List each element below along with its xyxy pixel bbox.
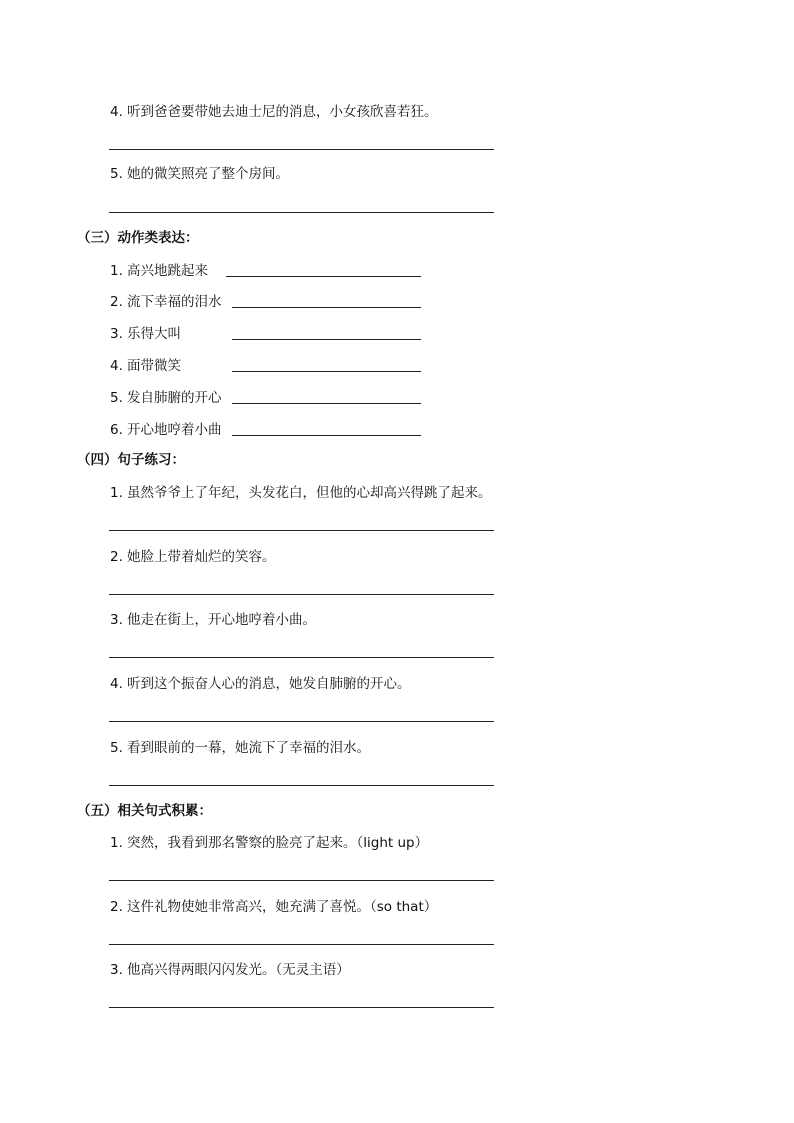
section-title: （五）相关句式积累： (77, 803, 212, 819)
answer-line[interactable] (232, 435, 421, 436)
question-number: 4. (110, 104, 123, 120)
item-number: 5. (110, 390, 123, 406)
item-text: 他高兴得两眼闪闪发光。（无灵主语） (127, 962, 350, 978)
sentence-item (110, 739, 370, 757)
phrase-item (110, 262, 208, 280)
item-number: 2. (110, 549, 123, 565)
phrase-item (110, 357, 181, 375)
item-text: 开心地哼着小曲 (127, 422, 222, 438)
section-title: （四）句子练习： (77, 452, 185, 468)
question-item (110, 165, 289, 183)
item-text: 发自肺腑的开心 (127, 390, 222, 406)
sentence-item (110, 898, 437, 916)
sentence-item (110, 961, 350, 979)
item-number: 1. (110, 485, 123, 501)
item-number: 4. (110, 676, 123, 692)
answer-line[interactable] (109, 880, 494, 881)
sentence-item (110, 611, 316, 629)
phrase-item (110, 421, 222, 439)
item-text: 这件礼物使她非常高兴，她充满了喜悦。（so that） (127, 899, 438, 915)
section-title: （三）动作类表达： (77, 230, 199, 246)
answer-line[interactable] (232, 403, 421, 404)
item-number: 2. (110, 899, 123, 915)
answer-line[interactable] (109, 594, 494, 595)
item-text: 虽然爷爷上了年纪，头发花白，但他的心却高兴得跳了起来。 (127, 485, 492, 501)
item-number: 1. (110, 835, 123, 851)
phrase-item (110, 389, 222, 407)
answer-line[interactable] (109, 721, 494, 722)
item-text: 突然，我看到那名警察的脸亮了起来。（light up） (127, 835, 429, 851)
item-number: 1. (110, 263, 123, 279)
item-text: 流下幸福的泪水 (127, 294, 222, 310)
item-text: 她脸上带着灿烂的笑容。 (127, 549, 276, 565)
sentence-item (110, 834, 428, 852)
answer-line[interactable] (109, 149, 494, 150)
question-item (110, 103, 438, 121)
item-number: 3. (110, 962, 123, 978)
phrase-item (110, 293, 222, 311)
item-number: 4. (110, 358, 123, 374)
item-text: 看到眼前的一幕，她流下了幸福的泪水。 (127, 740, 370, 756)
item-text: 听到这个振奋人心的消息，她发自肺腑的开心。 (127, 676, 411, 692)
item-text: 乐得大叫 (127, 326, 181, 342)
question-text: 听到爸爸要带她去迪士尼的消息，小女孩欣喜若狂。 (127, 104, 438, 120)
sentence-item (110, 675, 411, 693)
answer-line[interactable] (232, 339, 421, 340)
answer-line[interactable] (109, 212, 494, 213)
question-text: 她的微笑照亮了整个房间。 (127, 166, 289, 182)
item-text: 面带微笑 (127, 358, 181, 374)
item-number: 2. (110, 294, 123, 310)
item-text: 他走在街上，开心地哼着小曲。 (127, 612, 316, 628)
item-number: 3. (110, 612, 123, 628)
answer-line[interactable] (109, 1007, 494, 1008)
item-number: 3. (110, 326, 123, 342)
sentence-item (110, 548, 276, 566)
phrase-item (110, 325, 181, 343)
answer-line[interactable] (232, 307, 421, 308)
item-number: 5. (110, 740, 123, 756)
answer-line[interactable] (226, 276, 421, 277)
answer-line[interactable] (109, 785, 494, 786)
sentence-item (110, 484, 492, 502)
item-text: 高兴地跳起来 (127, 263, 208, 279)
answer-line[interactable] (109, 944, 494, 945)
answer-line[interactable] (109, 657, 494, 658)
question-number: 5. (110, 166, 123, 182)
answer-line[interactable] (109, 530, 494, 531)
item-number: 6. (110, 422, 123, 438)
answer-line[interactable] (232, 371, 421, 372)
